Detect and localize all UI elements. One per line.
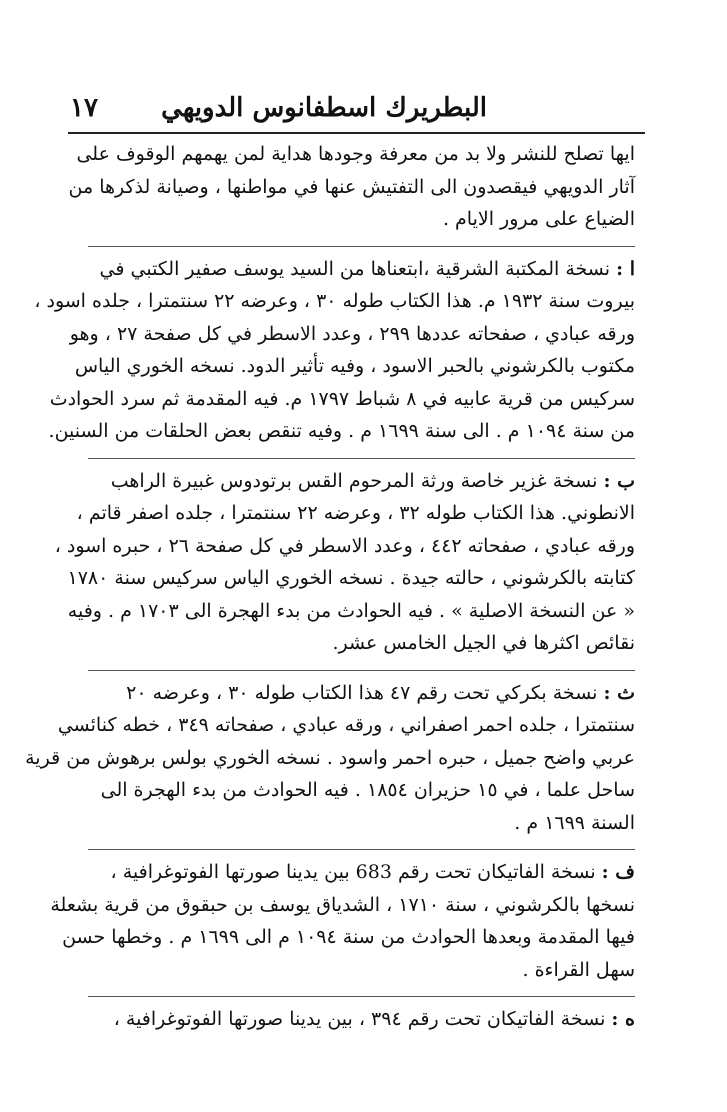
entry-label: ا :: [616, 257, 635, 280]
text-line: [88, 465, 635, 498]
text-line: [88, 677, 635, 710]
text-line: سهل القراءة .: [522, 958, 635, 981]
text-line: [88, 1003, 635, 1036]
entry-label: ث :: [603, 681, 635, 704]
paragraph-divider: [88, 458, 635, 459]
text-line: من سنة ١٠٩٤ م . الى سنة ١٦٩٩ م . وفيه تنقص بعض الحلقات من السنين.: [48, 420, 635, 442]
text-fragment: نسخة بكركي تحت رقم ٤٧ هذا الكتاب طوله ٣٠ ، وعرضه ٢٠: [126, 681, 598, 704]
entry-ha: [88, 1003, 635, 1036]
page-number: ١٧: [70, 93, 98, 123]
text-line: عربي واضح جميل ، حبره احمر واسود . نسخه الخوري بولس برهوش من قرية: [25, 746, 635, 769]
text-line: [88, 253, 635, 286]
text-fragment: نسخة الفاتيكان تحت رقم ٣٩٤ ، بين يدينا صورتها الفوتوغرافية ،: [113, 1008, 606, 1030]
paragraph-divider: [88, 246, 635, 247]
text-line: سركيس من قرية عابيه في ٨ شباط ١٧٩٧ م. فيه المقدمة ثم سرد الحوادث: [49, 387, 635, 410]
text-line: الضياع على مرور الايام .: [442, 208, 635, 230]
text-line: السنة ١٦٩٩ م .: [514, 811, 635, 834]
text-line: [88, 856, 635, 889]
text-line: نقائص اكثرها في الجيل الخامس عشر.: [332, 632, 635, 654]
entry-label: ف :: [601, 861, 635, 883]
entry-alif: [34, 253, 635, 448]
running-head: [70, 88, 637, 128]
entry-tha: [25, 677, 635, 840]
text-line: ساحل علما ، في ١٥ حزيران ١٨٥٤ . فيه الحوادث من بدء الهجرة الى: [100, 779, 635, 801]
entry-ba: [54, 465, 635, 660]
text-line: ايها تصلح للنشر ولا بد من معرفة وجودها هداية لمن يهمهم الوقوف على: [76, 143, 635, 165]
text-line: « عن النسخة الاصلية » . فيه الحوادث من بدء الهجرة الى ١٧٠٣ م . وفيه: [67, 599, 635, 622]
paragraph-divider: [88, 670, 635, 671]
text-fragment: نسخة المكتبة الشرقية ،ابتعناها من السيد يوسف صفير الكتبي في: [99, 257, 611, 280]
text-line: نسخها بالكرشوني ، سنة ١٧١٠ ، الشدياق يوسف بن حبقوق من قرية بشعلة: [50, 893, 635, 916]
text-fragment: نسخة الفاتيكان تحت رقم 683 بين يدينا صورتها الفوتوغرافية ،: [110, 861, 596, 883]
text-line: الانطوني. هذا الكتاب طوله ٣٢ ، وعرضه ٢٢ سنتمترا ، جلده اصفر قاتم ،: [76, 502, 635, 524]
text-line: بيروت سنة ١٩٣٢ م. هذا الكتاب طوله ٣٠ ، وعرضه ٢٢ سنتمترا ، جلده اسود ،: [34, 290, 635, 312]
text-line: ورقه عبادي ، صفحاته عددها ٢٩٩ ، وعدد الاسطر في كل صفحة ٢٧ ، وهو: [69, 322, 635, 345]
text-line: كتابته بالكرشوني ، حالته جيدة . نسخه الخوري الياس سركيس سنة ١٧٨٠: [67, 567, 635, 589]
text-line: مكتوب بالكرشوني بالحبر الاسود ، وفيه تأثير الدود. نسخه الخوري الياس: [74, 355, 635, 377]
running-title: البطريرك اسطفانوس الدويهي: [161, 93, 487, 123]
text-line: آثار الدويهي فيقصدون الى التفتيش عنها في مواطنها ، وصيانة لذكرها من: [68, 175, 635, 198]
intro-paragraph: [68, 138, 635, 236]
header-rule: [68, 132, 645, 134]
text-fragment: نسخة غزير خاصة ورثة المرحوم القس برتودوس غبيرة الراهب: [110, 469, 598, 492]
entry-fa: [50, 856, 635, 986]
entry-label: ب :: [603, 469, 635, 492]
body-text: [25, 138, 635, 1036]
paragraph-divider: [88, 849, 635, 850]
entry-label: ه :: [611, 1008, 635, 1030]
paragraph-divider: [88, 996, 635, 997]
text-line: ورقه عبادي ، صفحاته ٤٤٢ ، وعدد الاسطر في كل صفحة ٢٦ ، حبره اسود ،: [54, 534, 635, 557]
text-line: فيها المقدمة وبعدها الحوادث من سنة ١٠٩٤ م الى ١٦٩٩ م . وخطها حسن: [62, 926, 635, 948]
text-line: سنتمترا ، جلده احمر اصفراني ، ورقه عبادي ، صفحاته ٣٤٩ ، خطه كنائسي: [57, 714, 635, 736]
